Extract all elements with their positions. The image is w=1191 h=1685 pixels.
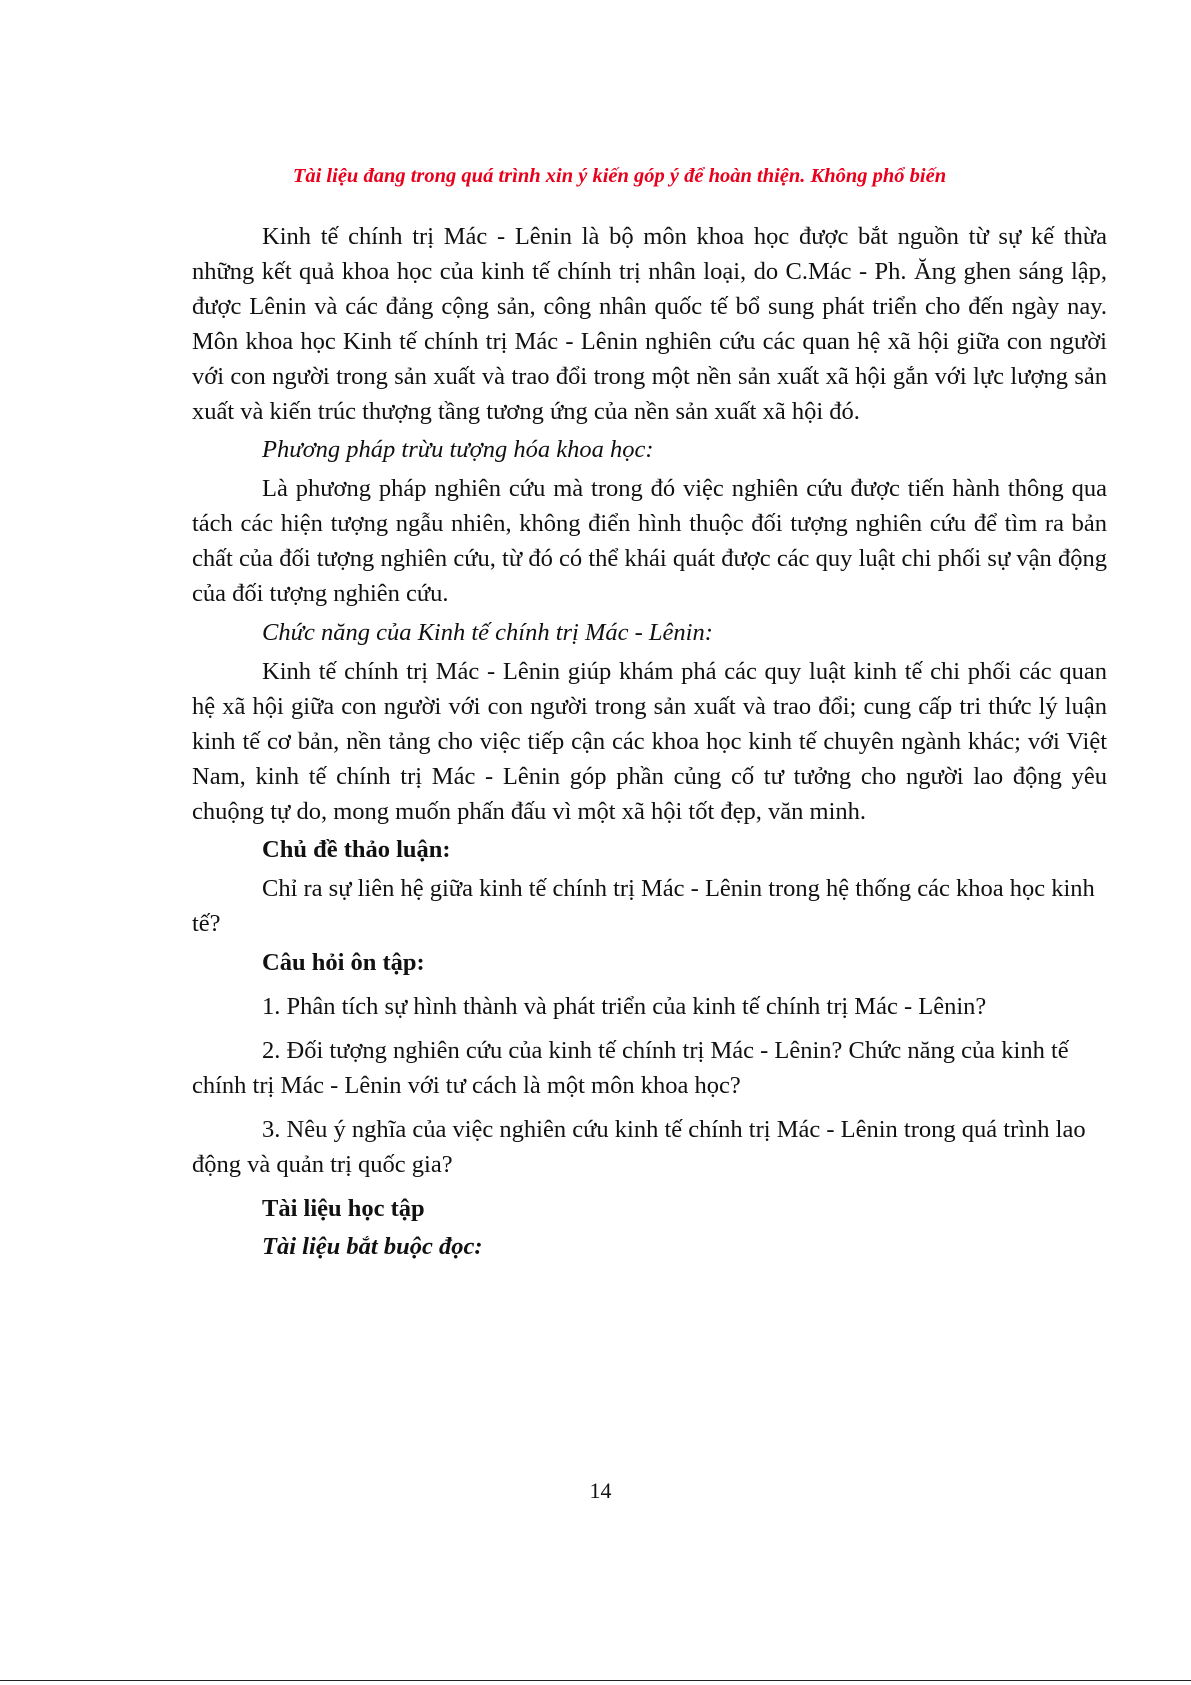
heading-required-reading: Tài liệu bắt buộc đọc: [262,1233,483,1261]
heading-functions: Chức năng của Kinh tế chính trị Mác - Lênin: [262,618,713,646]
body-text [192,220,1107,1269]
paragraph-functions: Kinh tế chính trị Mác - Lênin giúp khám phá các quy luật kinh tế chi phối các quan hệ xã hội giữa con người với con người trong sản xuất và trao đổi; cung cấp tri thức lý luận kinh tế cơ bản, nền tảng cho việc tiếp cận các khoa học kinh tế chuyên ngành khác; với Việt Nam, kinh tế chính trị Mác - Lênin góp phần củng cố tư tưởng cho người lao động yêu chuộng tự do, mong muốn phấn đấu vì một xã hội tốt đẹp, văn minh. [192,657,1107,825]
draft-notice: Tài liệu đang trong quá trình xin ý kiến góp ý để hoàn thiện. Không phổ biến [292,165,947,187]
heading-study-materials: Tài liệu học tập [262,1194,425,1222]
review-question-2: 2. Đối tượng nghiên cứu của kinh tế chính trị Mác - Lênin? Chức năng của kinh tế chính trị Mác - Lênin với tư cách là một môn khoa học? [192,1036,1069,1099]
review-question-1: 1. Phân tích sự hình thành và phát triển của kinh tế chính trị Mác - Lênin? [262,993,987,1021]
page-bottom-divider [0,1680,1191,1681]
heading-abstraction-method: Phương pháp trừu tượng hóa khoa học: [262,436,654,464]
heading-discussion-topic: Chủ đề thảo luận: [262,836,451,864]
paragraph-abstraction-method: Là phương pháp nghiên cứu mà trong đó việc nghiên cứu được tiến hành thông qua tách các hiện tượng ngẫu nhiên, không điển hình thuộc đối tượng nghiên cứu để tìm ra bản chất của đối tượng nghiên cứu, từ đó có thể khái quát được các quy luật chi phối sự vận động của đối tượng nghiên cứu. [192,475,1107,608]
paragraph-intro: Kinh tế chính trị Mác - Lênin là bộ môn khoa học được bắt nguồn từ sự kế thừa những kết quả khoa học của kinh tế chính trị nhân loại, do C.Mác - Ph. Ăng ghen sáng lập, được Lênin và các đảng cộng sản, công nhân quốc tế bổ sung phát triển cho đến ngày nay. Môn khoa học Kinh tế chính trị Mác - Lênin nghiên cứu các quan hệ xã hội giữa con người với con người trong sản xuất và trao đổi trong một nền sản xuất xã hội gắn với lực lượng sản xuất và kiến trúc thượng tầng tương ứng của nền sản xuất xã hội đó. [192,223,1107,425]
review-question-3: 3. Nêu ý nghĩa của việc nghiên cứu kinh tế chính trị Mác - Lênin trong quá trình lao động và quản trị quốc gia? [192,1115,1086,1178]
heading-review-questions: Câu hỏi ôn tập: [262,949,425,977]
page-number: 14 [589,1478,612,1503]
paragraph-discussion-topic: Chỉ ra sự liên hệ giữa kinh tế chính trị Mác - Lênin trong hệ thống các khoa học kinh tế? [192,875,1095,938]
